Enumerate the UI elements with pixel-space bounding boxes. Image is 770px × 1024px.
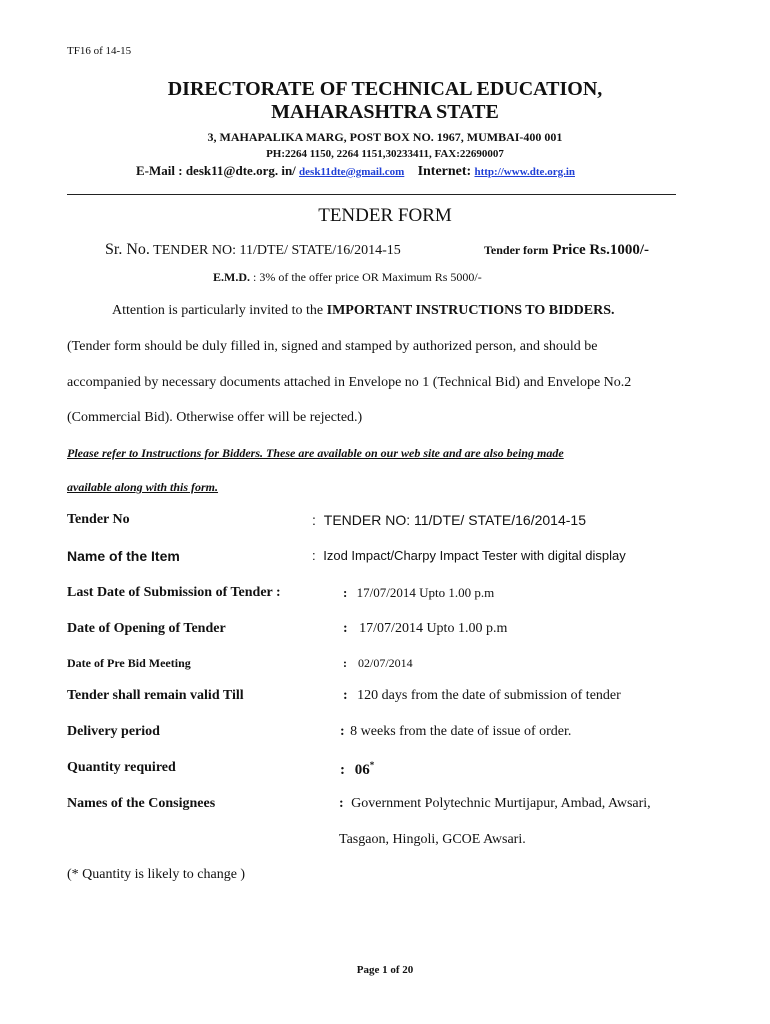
- tender-price-value: Price Rs.1000/-: [552, 242, 649, 258]
- tender-price: [484, 241, 649, 259]
- directorate-title: DIRECTORATE OF TECHNICAL EDUCATION,: [167, 78, 603, 100]
- footnote: (* Quantity is likely to change ): [67, 867, 246, 882]
- field-label-submission-date: Last Date of Submission of Tender :: [67, 585, 281, 600]
- field-value-text: 02/07/2014: [358, 656, 413, 670]
- field-value-text: Government Polytechnic Murtijapur, Ambad, Awsari,: [351, 796, 651, 811]
- field-sep: :: [312, 512, 316, 528]
- field-label-prebid-date: Date of Pre Bid Meeting: [67, 656, 191, 670]
- field-label-quantity: Quantity required: [67, 760, 176, 775]
- serial-number-row: [105, 241, 401, 259]
- instructions-note-line-1: Please refer to Instructions for Bidders. These are available on our web site and are also being made: [67, 446, 564, 460]
- header-divider: [67, 194, 676, 195]
- emd-row: [213, 270, 482, 285]
- emd-value: : 3% of the offer price OR Maximum Rs 5000/-: [253, 270, 482, 284]
- phone-line: PH:2264 1150, 2264 1151,30233411, FAX:22690007: [266, 148, 504, 160]
- website-link[interactable]: http://www.dte.org.in: [474, 166, 575, 178]
- serial-number-value: TENDER NO: 11/DTE/ STATE/16/2014-15: [153, 243, 401, 258]
- attention-line-2: (Tender form should be duly filled in, signed and stamped by authorized person, and should be: [67, 339, 598, 354]
- document-reference: TF16 of 14-15: [67, 45, 132, 57]
- quantity-asterisk: *: [369, 760, 375, 770]
- field-label-item-name: Name of the Item: [67, 548, 180, 564]
- field-sep: :: [340, 724, 345, 739]
- email-link[interactable]: desk11dte@gmail.com: [299, 166, 405, 178]
- field-value-consignees-line-2: Tasgaon, Hingoli, GCOE Awsari.: [339, 832, 526, 847]
- field-value-text: 120 days from the date of submission of tender: [357, 688, 621, 703]
- field-value-item-name: [312, 548, 626, 563]
- field-value-quantity: [340, 760, 374, 779]
- attention-line: [112, 303, 615, 319]
- field-value-delivery: [340, 724, 571, 740]
- attention-lead: Attention is particularly invited to the: [112, 303, 324, 318]
- field-value-text: 17/07/2014 Upto 1.00 p.m: [359, 621, 508, 636]
- field-sep: :: [343, 688, 348, 703]
- field-value-text: Izod Impact/Charpy Impact Tester with digital display: [323, 548, 626, 563]
- field-value-submission-date: [343, 585, 494, 601]
- address-line: 3, MAHAPALIKA MARG, POST BOX NO. 1967, MUMBAI-400 001: [207, 130, 563, 144]
- state-title: MAHARASHTRA STATE: [271, 101, 499, 123]
- form-title: TENDER FORM: [318, 205, 452, 226]
- field-label-validity: Tender shall remain valid Till: [67, 688, 244, 703]
- field-value-text: TENDER NO: 11/DTE/ STATE/16/2014-15: [323, 512, 586, 528]
- field-sep: :: [343, 621, 348, 636]
- field-sep: :: [339, 796, 344, 811]
- field-label-opening-date: Date of Opening of Tender: [67, 621, 226, 636]
- field-value-text: 8 weeks from the date of issue of order.: [350, 724, 572, 739]
- field-value-consignees: [339, 796, 651, 812]
- field-sep: :: [340, 762, 345, 778]
- emd-label: E.M.D.: [213, 270, 250, 284]
- field-value-opening-date: [343, 621, 507, 637]
- field-value-validity: [343, 688, 621, 704]
- field-label-tender-no: Tender No: [67, 512, 130, 527]
- instructions-note-line-2: available along with this form.: [67, 480, 219, 494]
- internet-label: Internet:: [417, 164, 472, 179]
- tender-price-label: Tender form: [484, 243, 549, 257]
- page-number: Page 1 of 20: [356, 964, 414, 976]
- attention-line-3: accompanied by necessary documents attached in Envelope no 1 (Technical Bid) and Envelope No.2: [67, 375, 632, 390]
- contact-line: [136, 163, 575, 180]
- field-value-prebid-date: [343, 656, 413, 671]
- field-sep: :: [343, 585, 348, 600]
- field-value-text: 06: [354, 762, 370, 778]
- field-sep: :: [312, 548, 316, 563]
- email-label: E-Mail : desk11@dte.org. in/: [136, 163, 296, 178]
- attention-bold: IMPORTANT INSTRUCTIONS TO BIDDERS.: [326, 303, 615, 318]
- field-value-tender-no: [312, 512, 586, 528]
- field-sep: :: [343, 656, 347, 670]
- field-value-text: 17/07/2014 Upto 1.00 p.m: [356, 585, 495, 600]
- field-label-delivery: Delivery period: [67, 724, 160, 739]
- field-label-consignees: Names of the Consignees: [67, 796, 216, 811]
- attention-line-4: (Commercial Bid). Otherwise offer will be rejected.): [67, 410, 363, 425]
- serial-number-label: Sr. No.: [105, 241, 150, 258]
